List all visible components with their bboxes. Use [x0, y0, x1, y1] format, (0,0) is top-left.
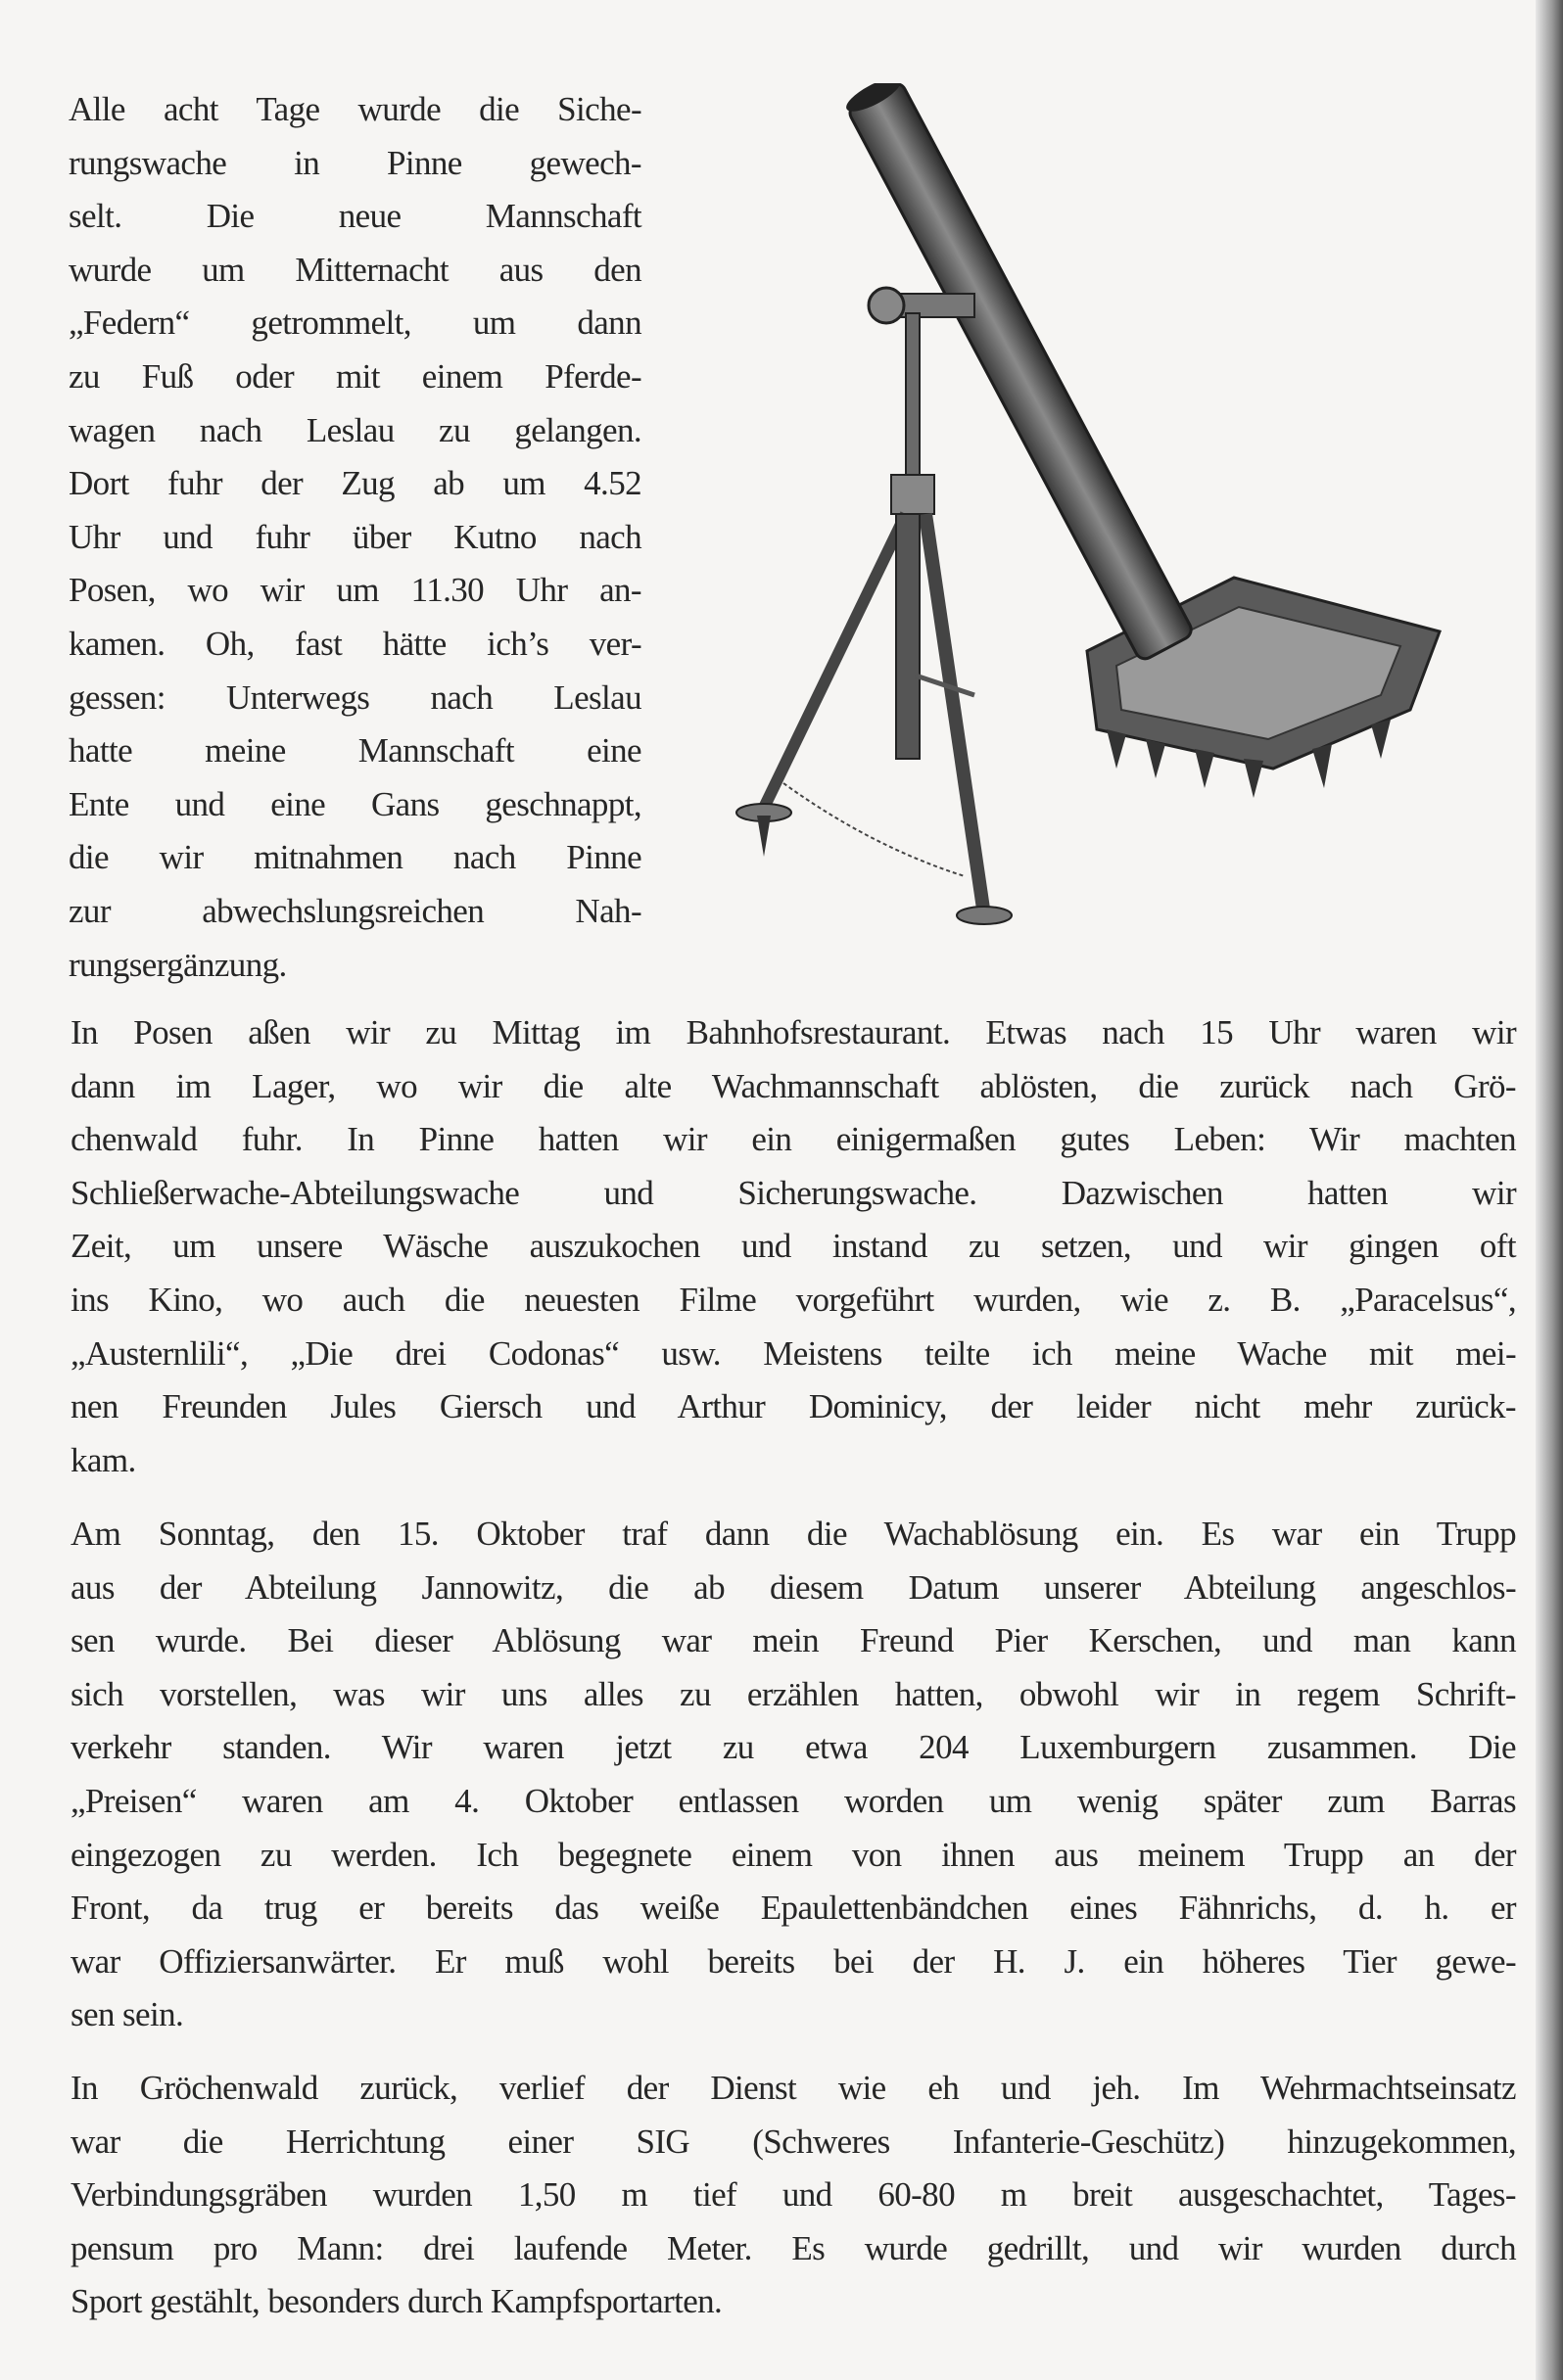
text-line: dann im Lager, wo wir die alte Wachmannschaft ablösten, die zurück nach Grö-	[71, 1066, 1516, 1105]
text-line: Uhr und fuhr über Kutno nach	[69, 517, 641, 556]
text-line: die wir mitnahmen nach Pinne	[69, 838, 641, 877]
text-line: eingezogen zu werden. Ich begegnete einem von ihnen aus meinem Trupp an der	[71, 1835, 1516, 1874]
text-line: ins Kino, wo auch die neuesten Filme vorgeführt wurden, wie z. B. „Paracelsus“,	[71, 1280, 1516, 1319]
text-line: sen sein.	[71, 1995, 184, 2034]
text-line: Alle acht Tage wurde die Siche-	[69, 90, 641, 128]
text-line: chenwald fuhr. In Pinne hatten wir ein einigermaßen gutes Leben: Wir machten	[71, 1120, 1516, 1159]
mortar-illustration	[725, 83, 1489, 925]
text-line: war die Herrichtung einer SIG (Schweres Infanterie-Geschütz) hinzugekommen,	[71, 2122, 1516, 2161]
text-line: kam.	[71, 1440, 136, 1479]
text-line: gessen: Unterwegs nach Leslau	[69, 677, 641, 717]
text-line: In Gröchenwald zurück, verlief der Dienst wie eh und jeh. Im Wehrmachtseinsatz	[71, 2069, 1516, 2107]
text-line: Ente und eine Gans geschnappt,	[69, 784, 641, 823]
paragraph-2	[71, 1006, 1516, 1487]
text-line: selt. Die neue Mannschaft	[69, 197, 641, 236]
text-line: Zeit, um unsere Wäsche auszukochen und instand zu setzen, und wir gingen oft	[71, 1227, 1516, 1266]
text-line: zur abwechslungsreichen Nah-	[69, 891, 641, 930]
text-line: sich vorstellen, was wir uns alles zu erzählen hatten, obwohl wir in regem Schrift-	[71, 1674, 1516, 1713]
text-line: verkehr standen. Wir waren jetzt zu etwa 204 Luxemburgern zusammen. Die	[71, 1728, 1516, 1767]
text-line: zu Fuß oder mit einem Pferde-	[69, 356, 641, 396]
text-line: rungswache in Pinne gewech-	[69, 143, 641, 182]
text-line: „Federn“ getrommelt, um dann	[69, 303, 641, 343]
text-line: Am Sonntag, den 15. Oktober traf dann die Wachablösung ein. Es war ein Trupp	[71, 1515, 1516, 1553]
text-line: kamen. Oh, fast hätte ich’s ver-	[69, 624, 641, 663]
text-line: Sport gestählt, besonders durch Kampfsportarten.	[71, 2282, 723, 2321]
text-line: wurde um Mitternacht aus den	[69, 250, 641, 289]
text-line: „Preisen“ waren am 4. Oktober entlassen worden um wenig später zum Barras	[71, 1781, 1516, 1820]
page-edge-shadow	[1536, 0, 1563, 2380]
text-line: Front, da trug er bereits das weiße Epaulettenbändchen eines Fähnrichs, d. h. er	[71, 1889, 1516, 1928]
text-line: wagen nach Leslau zu gelangen.	[69, 410, 641, 449]
text-line: Verbindungsgräben wurden 1,50 m tief und 60-80 m breit ausgeschachtet, Tages-	[71, 2175, 1516, 2215]
paragraph-3	[71, 1508, 1516, 2042]
paragraph-4	[71, 2062, 1516, 2329]
text-line: „Austernlili“, „Die drei Codonas“ usw. Meistens teilte ich meine Wache mit mei-	[71, 1333, 1516, 1373]
text-line: aus der Abteilung Jannowitz, die ab diesem Datum unserer Abteilung angeschlos-	[71, 1567, 1516, 1607]
text-line: rungsergänzung.	[69, 945, 287, 984]
text-line: pensum pro Mann: drei laufende Meter. Es wurde gedrillt, und wir wurden durch	[71, 2228, 1516, 2267]
text-line: Schließerwache-Abteilungswache und Sicherungswache. Dazwischen hatten wir	[71, 1173, 1516, 1212]
text-line: war Offiziersanwärter. Er muß wohl bereits bei der H. J. ein höheres Tier gewe-	[71, 1941, 1516, 1981]
text-line: In Posen aßen wir zu Mittag im Bahnhofsrestaurant. Etwas nach 15 Uhr waren wir	[71, 1013, 1516, 1051]
text-line: Dort fuhr der Zug ab um 4.52	[69, 464, 641, 503]
text-line: Posen, wo wir um 11.30 Uhr an-	[69, 571, 641, 610]
text-line: hatte meine Mannschaft eine	[69, 731, 641, 770]
paragraph-1	[69, 83, 641, 992]
text-line: nen Freunden Jules Giersch und Arthur Dominicy, der leider nicht mehr zurück-	[71, 1387, 1516, 1426]
text-line: sen wurde. Bei dieser Ablösung war mein Freund Pier Kerschen, und man kann	[71, 1621, 1516, 1660]
